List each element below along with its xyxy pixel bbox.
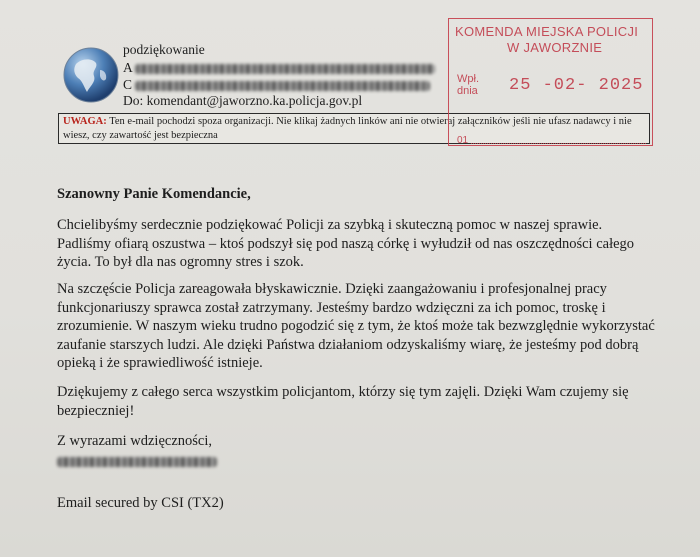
stamp-number: 01 — [457, 135, 469, 146]
signature — [57, 452, 657, 471]
stamp-date: 25 -02- 2025 — [509, 76, 644, 95]
stamp-dotted-line — [471, 143, 646, 144]
paragraph-1: Chcielibyśmy serdecznie podziękować Policji za szybką i skuteczną pomoc w naszej sprawie. Padliśmy ofiarą oszustwa – ktoś podszył się pod naszą córkę i wyłudził od nas oszczędności całego życia. To był dla nas ogromny stres i szok. — [57, 217, 635, 270]
email-from — [123, 60, 435, 76]
email-subject: podziękowanie — [123, 42, 205, 57]
stamp-line-2: W JAWORZNIE — [507, 40, 603, 55]
globe-icon — [62, 46, 120, 104]
stamp-dnia: dnia — [457, 85, 478, 97]
redacted-signature — [57, 457, 217, 467]
to-address: komendant@jaworzno.ka.policja.gov.pl — [146, 93, 363, 108]
closing: Z wyrazami wdzięczności, — [57, 433, 212, 449]
police-received-stamp — [448, 18, 653, 146]
stamp-received-label — [457, 73, 479, 97]
stamp-wpl: Wpł. — [457, 73, 479, 85]
email-cc — [123, 77, 430, 93]
warning-label: UWAGA: — [63, 116, 107, 127]
cc-prefix: C — [123, 77, 133, 92]
paragraph-3: Dziękujemy z całego serca wszystkim policjantom, którzy się tym zajęli. Dzięki Wam czujemy się bezpieczniej! — [57, 384, 629, 419]
stamp-line-1: KOMENDA MIEJSKA POLICJI — [455, 24, 639, 39]
paragraph-2: Na szczęście Policja zareagowała błyskawicznie. Dzięki zaangażowaniu i profesjonalnej pracy funkcjonariuszy sprawca został zatrzymany. Jesteśmy bardzo wdzięczni za ich pomoc, troskę i zrozumienie. W naszym wieku trudno pogodzić się z tym, że ktoś może tak bezwzględnie wykorzystać zaufanie starszych ludzi. Ale dzięki Państwa działaniom odzyskaliśmy wiarę, że jesteśmy pod dobrą opieką i że sprawiedliwość istnieje. — [57, 281, 655, 371]
salutation: Szanowny Panie Komendancie, — [57, 186, 251, 202]
to-prefix: Do: — [123, 93, 144, 108]
email-footer: Email secured by CSI (TX2) — [57, 495, 224, 511]
redacted-cc — [135, 81, 430, 91]
email-to — [123, 93, 362, 109]
warning-text: Ten e-mail pochodzi spoza organizacji. Nie klikaj żadnych linków ani nie otwieraj załączników jeśli nie ufasz nadawcy i nie wiesz, czy zawartość jest bezpieczna — [63, 116, 632, 141]
redacted-sender — [135, 64, 435, 74]
from-prefix: A — [123, 60, 133, 75]
